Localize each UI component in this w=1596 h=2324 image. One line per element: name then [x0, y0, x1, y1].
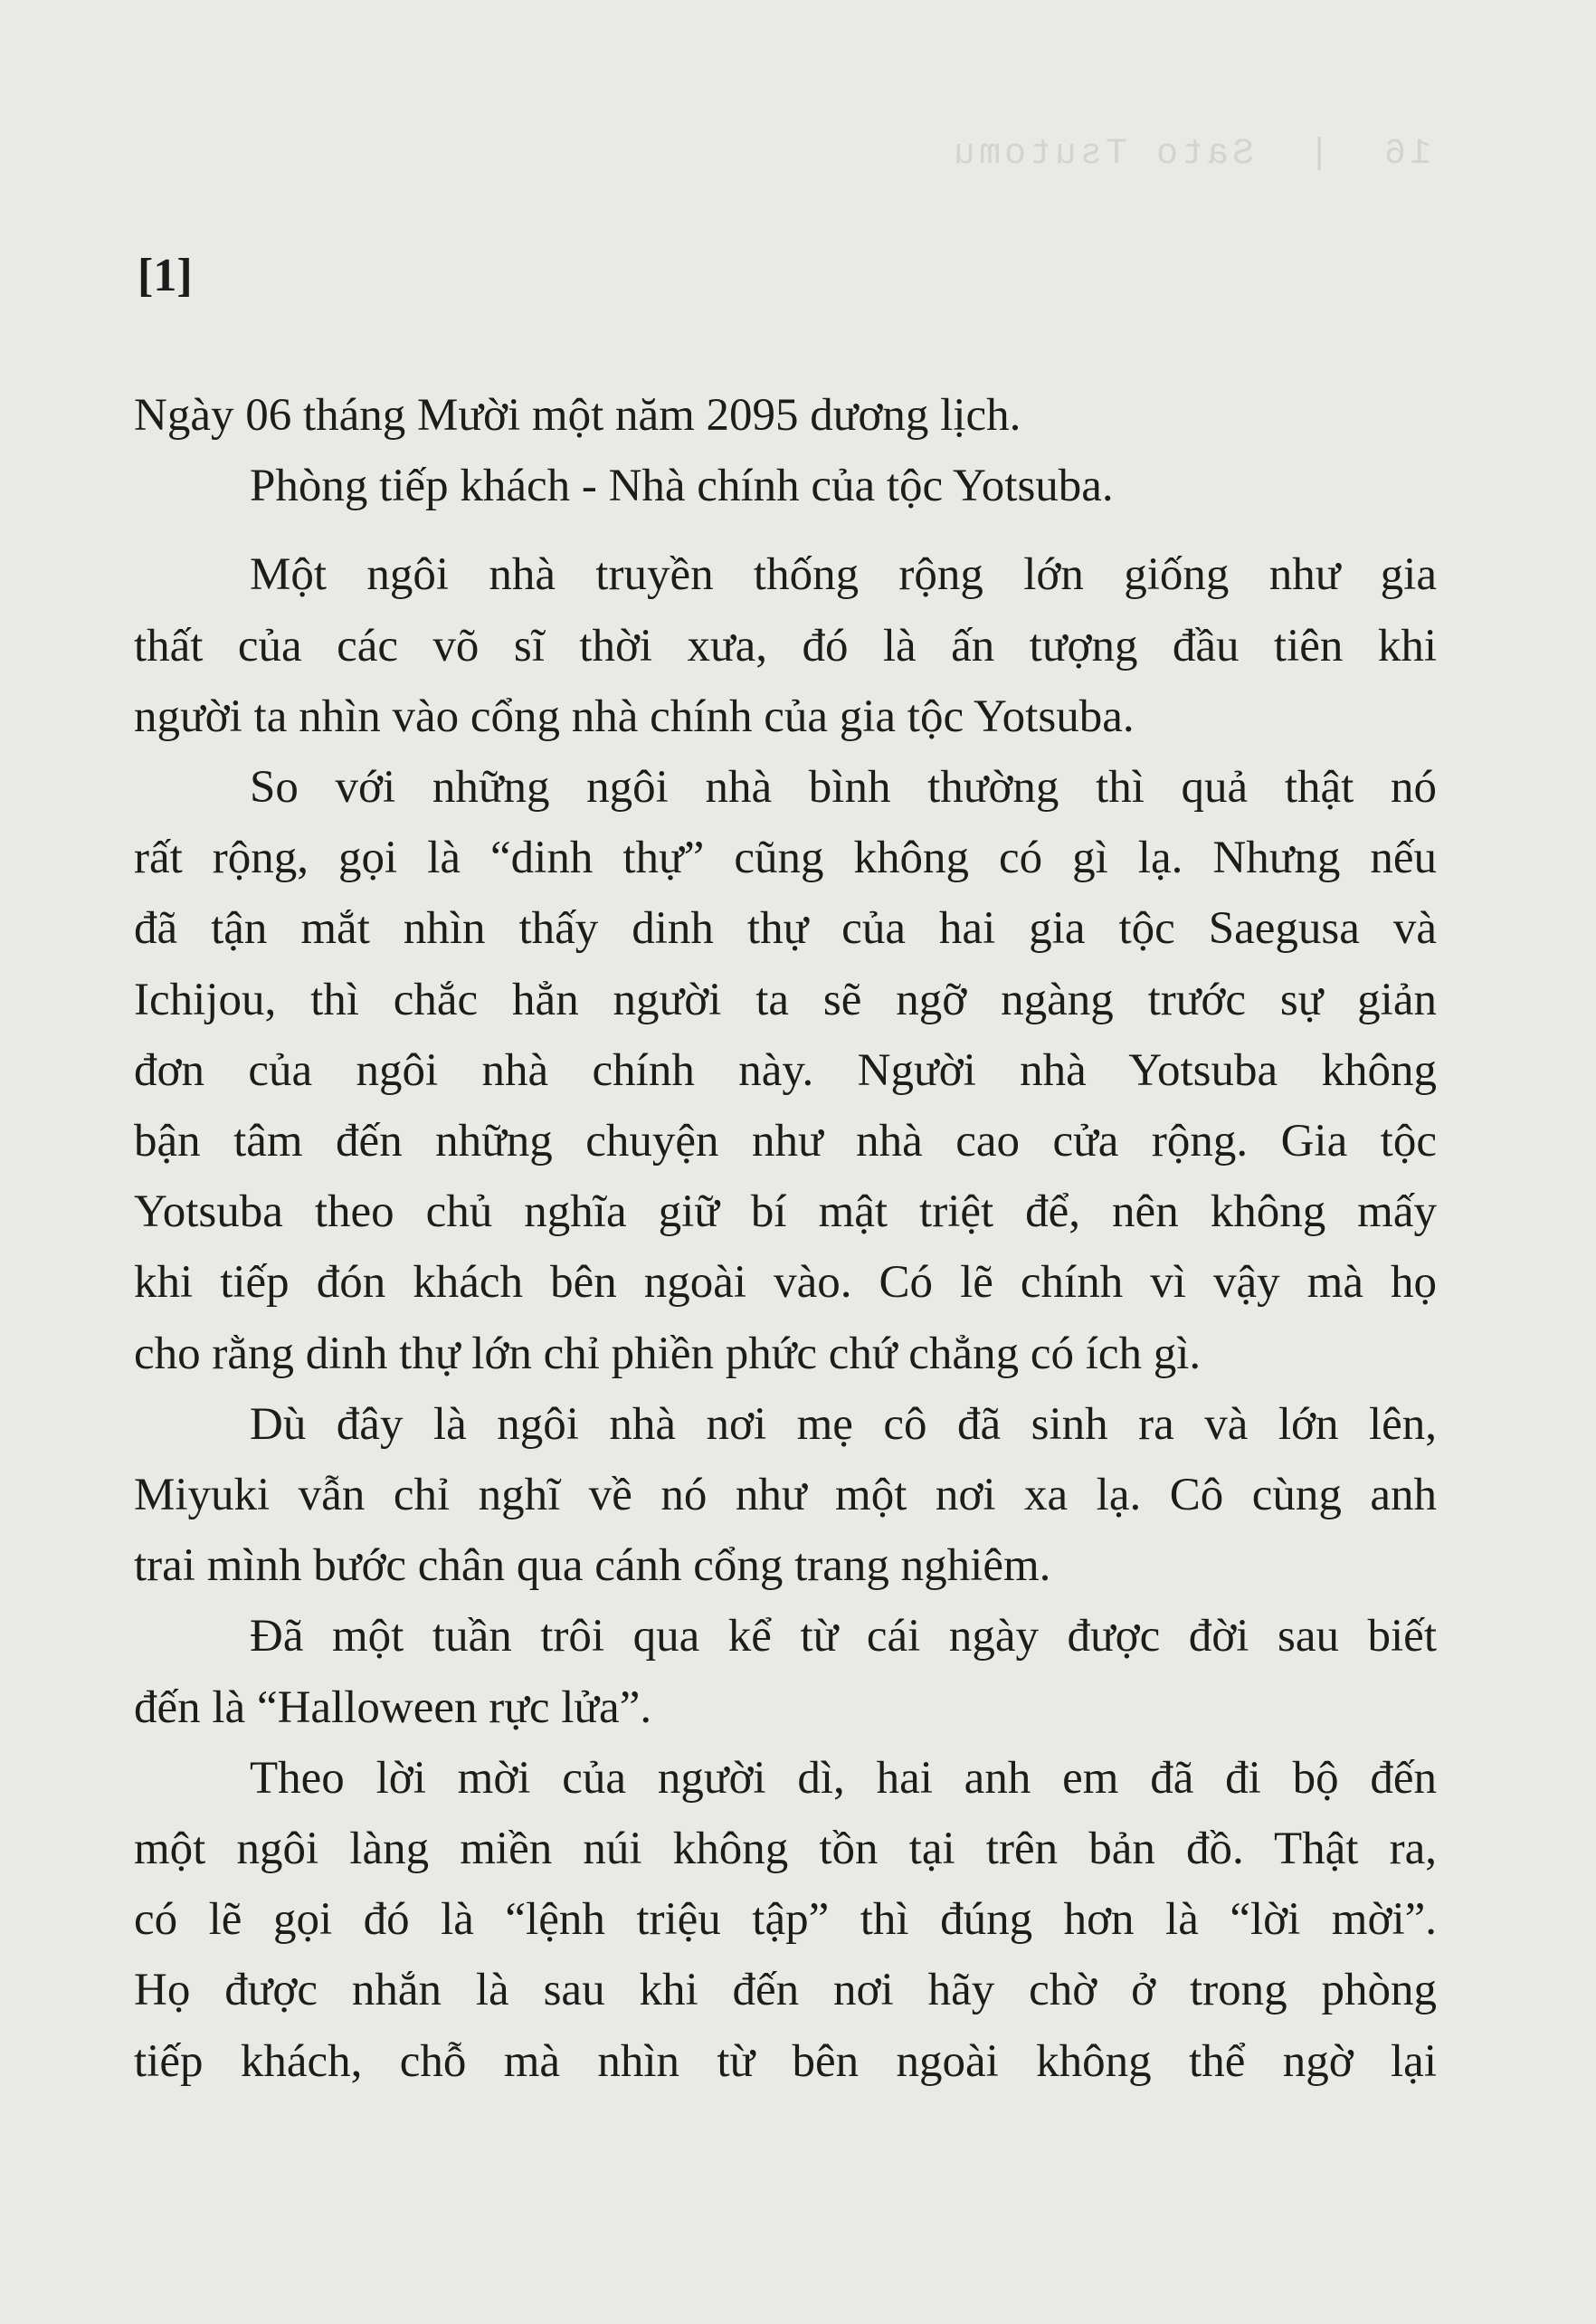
text-line: Theo lời mời của người dì, hai anh em đã đi bộ đến — [250, 1752, 1437, 1804]
text-line: đơn của ngôi nhà chính này. Người nhà Yotsuba không — [134, 1044, 1437, 1096]
text-line: thất của các võ sĩ thời xưa, đó là ấn tượng đầu tiên khi — [134, 620, 1437, 671]
paragraph-gap — [134, 521, 1437, 539]
book-page — [134, 244, 1437, 2097]
text-line: tiếp khách, chỗ mà nhìn từ bên ngoài không thể ngờ lại — [134, 2035, 1437, 2087]
paragraph — [134, 1389, 1437, 1602]
paragraph — [134, 752, 1437, 1389]
paragraph — [134, 380, 1437, 451]
text-line: Ichijou, thì chắc hẳn người ta sẽ ngỡ ngàng trước sự giản — [134, 974, 1437, 1025]
text-line: Ngày 06 tháng Mười một năm 2095 dương lịch. — [134, 390, 1021, 441]
text-line: trai mình bước chân qua cánh cổng trang nghiêm. — [134, 1540, 1051, 1592]
text-line: người ta nhìn vào cổng nhà chính của gia tộc Yotsuba. — [134, 691, 1135, 742]
paragraph — [134, 1743, 1437, 2097]
text-line: có lẽ gọi đó là “lệnh triệu tập” thì đúng hơn là “lời mời”. — [134, 1894, 1437, 1946]
text-line: So với những ngôi nhà bình thường thì quả thật nó — [250, 762, 1437, 814]
text-line: cho rằng dinh thự lớn chỉ phiền phức chứ chẳng có ích gì. — [134, 1328, 1202, 1379]
body-text — [134, 380, 1437, 2097]
text-line: đến là “Halloween rực lửa”. — [134, 1681, 652, 1733]
text-line: Dù đây là ngôi nhà nơi mẹ cô đã sinh ra và lớn lên, — [250, 1398, 1437, 1450]
text-line: khi tiếp đón khách bên ngoài vào. Có lẽ chính vì vậy mà họ — [134, 1257, 1437, 1309]
text-line: bận tâm đến những chuyện như nhà cao cửa rộng. Gia tộc — [134, 1116, 1437, 1167]
text-line: Miyuki vẫn chỉ nghĩ về nó như một nơi xa lạ. Cô cùng anh — [134, 1470, 1437, 1521]
paragraph — [134, 1601, 1437, 1742]
paragraph — [134, 539, 1437, 752]
section-marker: [1] — [138, 250, 193, 301]
text-line: đã tận mắt nhìn thấy dinh thự của hai gia tộc Saegusa và — [134, 903, 1437, 955]
text-line: rất rộng, gọi là “dinh thự” cũng không có gì lạ. Nhưng nếu — [134, 833, 1437, 884]
paragraph — [134, 451, 1437, 521]
text-line: Yotsuba theo chủ nghĩa giữ bí mật triệt để, nên không mấy — [134, 1186, 1437, 1238]
reverse-page-header: 16 | Sato Tsutomu — [950, 134, 1432, 175]
text-line: Đã một tuần trôi qua kể từ cái ngày được đời sau biết — [250, 1611, 1437, 1662]
text-line: Họ được nhắn là sau khi đến nơi hãy chờ ở trong phòng — [134, 1965, 1437, 2016]
text-line: một ngôi làng miền núi không tồn tại trên bản đồ. Thật ra, — [134, 1824, 1437, 1875]
text-line: Một ngôi nhà truyền thống rộng lớn giống như gia — [250, 549, 1437, 601]
text-line: Phòng tiếp khách - Nhà chính của tộc Yotsuba. — [250, 461, 1114, 512]
